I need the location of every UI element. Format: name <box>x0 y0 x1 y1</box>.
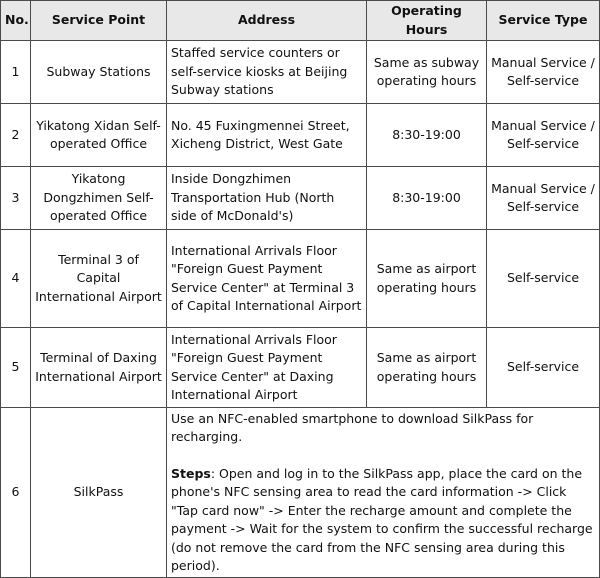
operating-hours-cell: 8:30-19:00 <box>367 104 487 167</box>
row-number: 1 <box>1 41 31 104</box>
paragraph-gap <box>171 447 595 465</box>
service-type-cell: Manual Service / Self-service <box>487 104 600 167</box>
table-row <box>1 328 600 408</box>
silkpass-steps <box>171 465 595 576</box>
steps-label: Steps <box>171 465 211 481</box>
header-operating-hours: Operating Hours <box>367 1 487 41</box>
operating-hours-cell: Same as airport operating hours <box>367 230 487 328</box>
header-row <box>1 1 600 41</box>
table-row <box>1 41 600 104</box>
table-row <box>1 104 600 167</box>
address-cell: International Arrivals Floor "Foreign Guest Payment Service Center" at Daxing International Airport <box>167 328 367 408</box>
service-point-name: Yikatong Dongzhimen Self-operated Office <box>31 167 167 230</box>
header-no: No. <box>1 1 31 41</box>
service-type-cell: Manual Service / Self-service <box>487 41 600 104</box>
service-type-cell: Self-service <box>487 230 600 328</box>
service-point-name: Terminal 3 of Capital International Airport <box>31 230 167 328</box>
steps-text: : Open and log in to the SilkPass app, place the card on the phone's NFC sensing area to read the card information -> Click "Tap card now" -> Enter the recharge amount and complete the payment -> Wait for the system to confirm the successful recharge (do not remove the card from the NFC sensing area during this period). <box>171 465 593 573</box>
service-point-name: Terminal of Daxing International Airport <box>31 328 167 408</box>
address-cell: No. 45 Fuxingmennei Street, Xicheng District, West Gate <box>167 104 367 167</box>
row-number: 4 <box>1 230 31 328</box>
service-point-name: SilkPass <box>31 408 167 578</box>
table-row <box>1 230 600 328</box>
operating-hours-cell: 8:30-19:00 <box>367 167 487 230</box>
address-cell: Staffed service counters or self-service kiosks at Beijing Subway stations <box>167 41 367 104</box>
row-number: 3 <box>1 167 31 230</box>
header-address: Address <box>167 1 367 41</box>
service-point-name: Subway Stations <box>31 41 167 104</box>
address-cell: Inside Dongzhimen Transportation Hub (North side of McDonald's) <box>167 167 367 230</box>
row-number: 5 <box>1 328 31 408</box>
header-service-type: Service Type <box>487 1 600 41</box>
service-type-cell: Self-service <box>487 328 600 408</box>
header-service-point: Service Point <box>31 1 167 41</box>
service-point-name: Yikatong Xidan Self-operated Office <box>31 104 167 167</box>
service-type-cell: Manual Service / Self-service <box>487 167 600 230</box>
row-number: 6 <box>1 408 31 578</box>
silkpass-description <box>167 408 600 578</box>
table-row-silkpass <box>1 408 600 578</box>
operating-hours-cell: Same as airport operating hours <box>367 328 487 408</box>
silkpass-intro: Use an NFC-enabled smartphone to download SilkPass for recharging. <box>171 410 534 444</box>
table-row <box>1 167 600 230</box>
row-number: 2 <box>1 104 31 167</box>
operating-hours-cell: Same as subway operating hours <box>367 41 487 104</box>
address-cell: International Arrivals Floor "Foreign Guest Payment Service Center" at Terminal 3 of Capital International Airport <box>167 230 367 328</box>
